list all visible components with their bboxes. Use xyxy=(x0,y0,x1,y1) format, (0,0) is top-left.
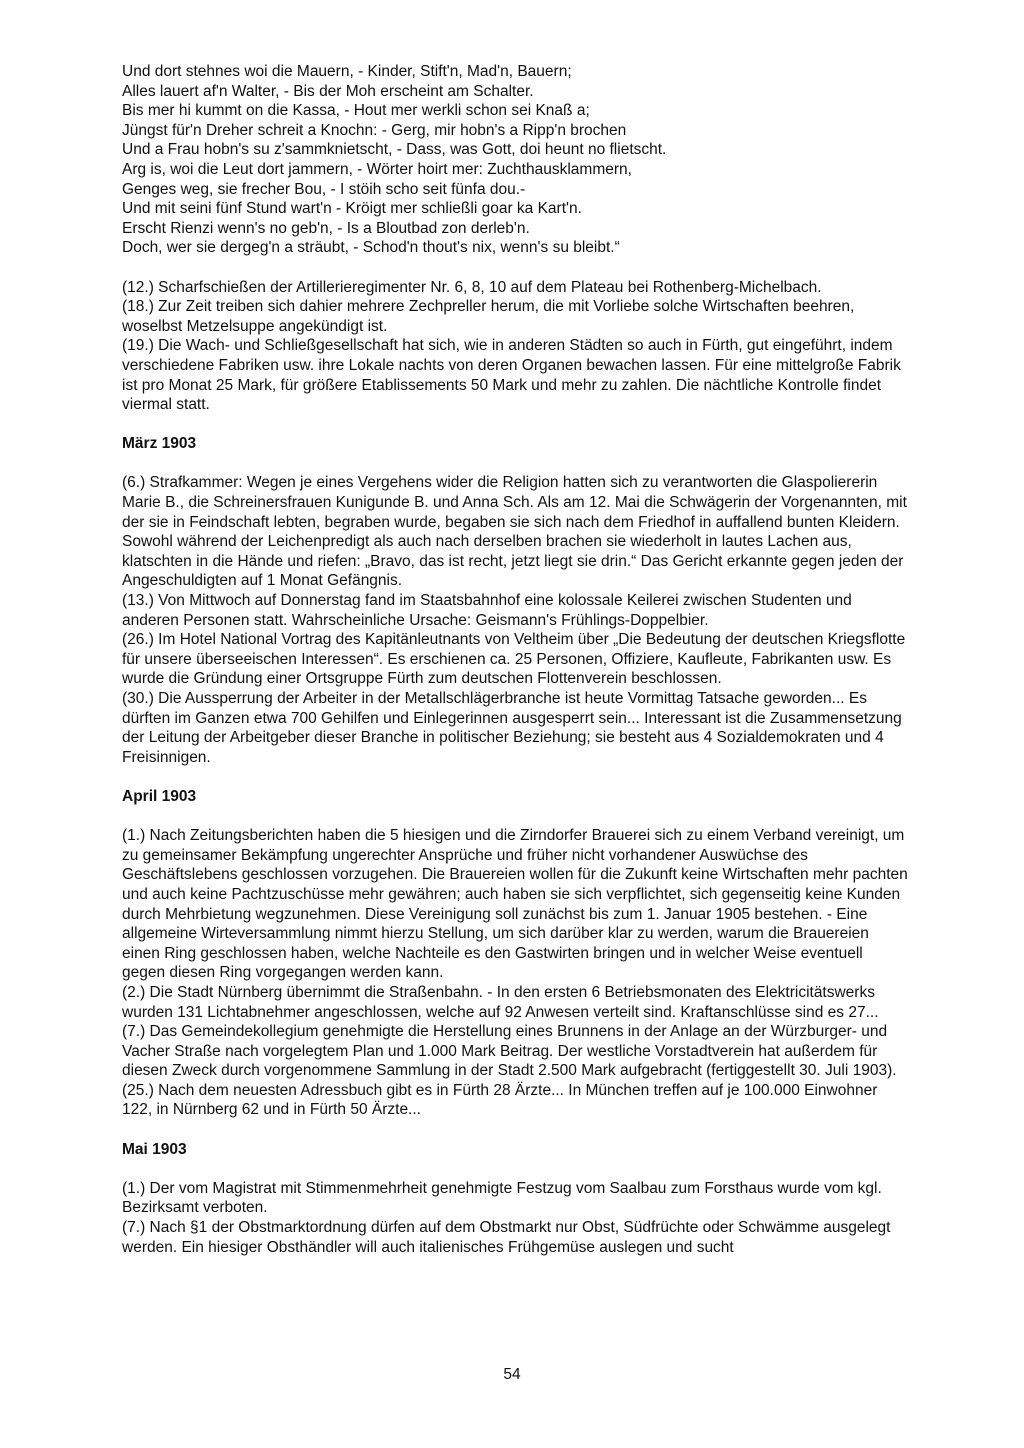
poem-line: Und a Frau hobn's su z'sammknietscht, - Dass, was Gott, doi heunt no flietscht. xyxy=(122,141,667,159)
chronicle-entry: (19.) Die Wach- und Schließgesellschaft hat sich, wie in anderen Städten so auch in Fürth, gut eingeführt, indem verschiedene Fabriken usw. ihre Lokale nachts von deren Organen bewachen lassen. Für eine mittelgroße Fabrik ist pro Monat 25 Mark, für größere Etablissements 50 Mark und mehr zu zahlen. Die nächtliche Kontrolle findet viermal statt. xyxy=(122,337,901,414)
poem-line: Und dort stehnes woi die Mauern, - Kinder, Stift'n, Mad'n, Bauern; xyxy=(122,63,572,80)
section-heading: April 1903 xyxy=(122,787,197,805)
chronicle-entry: (26.) Im Hotel National Vortrag des Kapitänleutnants von Veltheim über „Die Bedeutung der deutschen Kriegsflotte für unsere überseeischen Interessen“. Es erschienen ca. 25 Personen, Offiziere, Kaufleute, Fabrikanten usw. Es wurde die Gründung einer Ortsgruppe Fürth zum deutschen Flottenverein beschlossen. xyxy=(122,631,906,688)
poem-line: Doch, wer sie dergeg'n a sträubt, - Schod'n thout's nix, wenn's su bleibt.“ xyxy=(122,239,620,257)
poem-line: Erscht Rienzi wenn's no geb'n, - Is a Bloutbad zon derleb'n. xyxy=(122,219,530,237)
chronicle-entry: (7.) Nach §1 der Obstmarktordnung dürfen auf dem Obstmarkt nur Obst, Südfrüchte oder Schwämme ausgelegt werden. Ein hiesiger Obsthändler will auch italienisches Frühgemüse auslegen und sucht xyxy=(122,1219,891,1256)
page-number: 54 xyxy=(503,1366,521,1383)
poem-line: Arg is, woi die Leut dort jammern, - Wörter hoirt mer: Zuchthausklammern, xyxy=(122,160,632,178)
chronicle-entry: (13.) Von Mittwoch auf Donnerstag fand im Staatsbahnhof eine kolossale Keilerei zwischen Studenten und anderen Personen statt. Wahrscheinliche Ursache: Geismann's Frühlings-Doppelbier. xyxy=(122,592,852,629)
chronicle-sections xyxy=(122,278,908,1258)
poem-line: Genges weg, sie frecher Bou, - I stöih scho seit fünfa dou.- xyxy=(122,180,526,198)
chronicle-entry: (12.) Scharfschießen der Artillerieregimenter Nr. 6, 8, 10 auf dem Plateau bei Rothenberg-Michelbach. xyxy=(122,278,822,296)
poem-line: Und mit seini fünf Stund wart'n - Kröigt mer schließli goar ka Kart'n. xyxy=(122,200,582,218)
chronicle-entry: (2.) Die Stadt Nürnberg übernimmt die Straßenbahn. - In den ersten 6 Betriebsmonaten des Elektricitätswerks wurden 131 Lichtabnehmer angeschlossen, welche auf 92 Anwesen verteilt sind. Kraftanschlüsse sind es 27... xyxy=(122,983,879,1021)
chronicle-entry: (1.) Nach Zeitungsberichten haben die 5 hiesigen und die Zirndorfer Brauerei sich zu einem Verband vereinigt, um zu gemeinsamer Bekämpfung ungerechter Ansprüche und früher nicht vorhandener Auswüchse des Geschäftslebens geschlossen vorzugehen. Die Brauereien wollen für die Zukunft keine Wirtschaften mehr pachten und auch keine Pachtzuschüsse mehr gewähren; auch haben sie sich verpflichtet, sich gegenseitig keine Kunden durch Mehrbietung wegzunehmen. Diese Vereinigung soll zunächst bis zum 1. Januar 1905 bestehen. - Eine allgemeine Wirteversammlung nimmt hierzu Stellung, um sich darüber klar zu werden, warum die Brauereien einen Ring geschlossen haben, welche Nachteile es den Gastwirten bringen und in welcher Weise eventuell gegen diesen Ring vorgegangen werden kann. xyxy=(122,827,908,982)
poem-line: Jüngst für'n Dreher schreit a Knochn: - Gerg, mir hobn's a Ripp'n brochen xyxy=(122,121,627,139)
chronicle-entry: (18.) Zur Zeit treiben sich dahier mehrere Zechpreller herum, die mit Vorliebe solche Wirtschaften beehren, woselbst Metzelsuppe angekündigt ist. xyxy=(122,298,855,335)
chronicle-entry: (7.) Das Gemeindekollegium genehmigte die Herstellung eines Brunnens in der Anlage an der Würzburger- und Vacher Straße nach vorgelegtem Plan und 1.000 Mark Beitrag. Der westliche Vorstadtverein hat außerdem für diesen Zweck durch vorgenommene Sammlung in der Stadt 2.500 Mark aufgebracht (fertiggestellt 30. Juli 1903). xyxy=(122,1023,897,1080)
chronicle-entry: (30.) Die Aussperrung der Arbeiter in der Metallschlägerbranche ist heute Vormittag Tatsache geworden... Es dürften im Ganzen etwa 700 Gehilfen und Einlegerinnen ausgesperrt sein... Interessant ist die Zusammensetzung der Leitung der Arbeitgeber dieser Branche in politischer Beziehung; sie besteht aus 4 Sozialdemokraten und 4 Freisinnigen. xyxy=(122,690,902,766)
chronicle-entry: (1.) Der vom Magistrat mit Stimmenmehrheit genehmigte Festzug vom Saalbau zum Forsthaus wurde vom kgl. Bezirksamt verboten. xyxy=(122,1179,882,1217)
document-page xyxy=(122,62,908,1257)
poem-line: Bis mer hi kummt on die Kassa, - Hout mer werkli schon sei Knaß a; xyxy=(122,102,590,120)
section-heading: März 1903 xyxy=(122,435,197,453)
section-heading: Mai 1903 xyxy=(122,1140,187,1158)
chronicle-entry: (25.) Nach dem neuesten Adressbuch gibt es in Fürth 28 Ärzte... In München treffen auf je 100.000 Einwohner 122, in Nürnberg 62 und in Fürth 50 Ärzte... xyxy=(122,1081,878,1119)
poem-line: Alles lauert af'n Walter, - Bis der Moh erscheint am Schalter. xyxy=(122,82,534,100)
chronicle-entry: (6.) Strafkammer: Wegen je eines Vergehens wider die Religion hatten sich zu verantworten die Glaspoliererin Marie B., die Schreinersfrauen Kunigunde B. und Anna Sch. Als am 12. Mai die Schwägerin der Vorgenannten, mit der sie in Feindschaft lebten, begraben wurde, begaben sie sich nach dem Friedhof in auffallend bunten Kleidern. Sowohl während der Leichenpredigt als auch nach derselben brachen sie wiederholt in lautes Lachen aus, klatschten in die Hände und riefen: „Bravo, das ist recht, jetzt liegt sie drin.“ Das Gericht erkannte gegen jeden der Angeschuldigten auf 1 Monat Gefängnis. xyxy=(122,474,907,590)
poem-block xyxy=(122,62,908,258)
